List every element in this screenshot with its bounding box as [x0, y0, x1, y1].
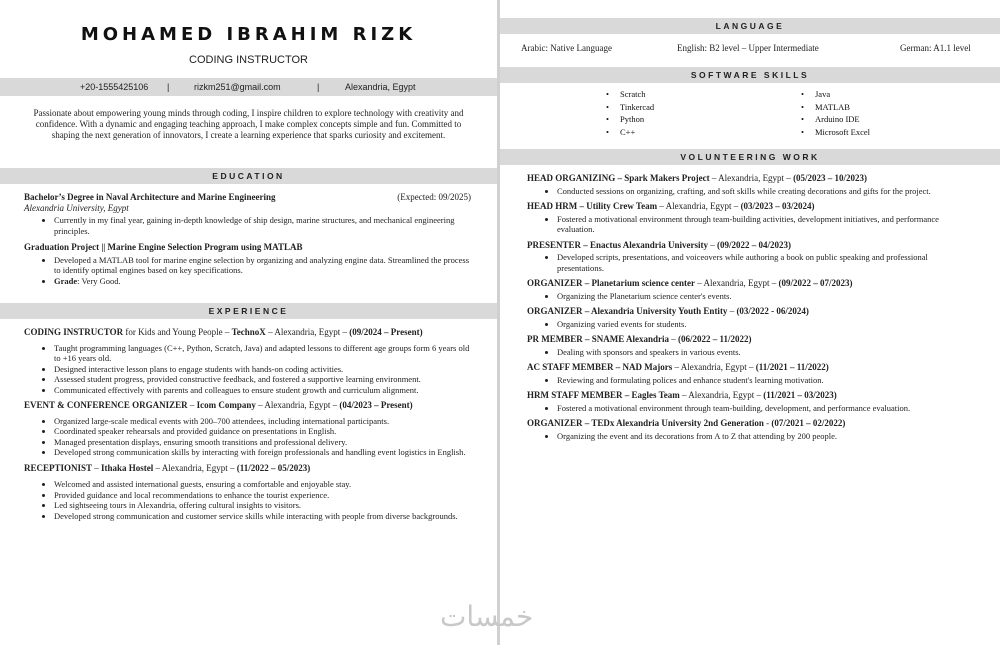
- phone-number: +20-1555425106: [80, 82, 149, 92]
- volunteer-bullets: [527, 431, 967, 442]
- list-item: • Dealing with sponsors and speakers in various events.: [557, 347, 967, 358]
- skill-item: • C++: [620, 126, 654, 139]
- list-item: • Developed strong communication skills by interacting with foreign professionals and handling event logistics in English.: [54, 447, 471, 458]
- list-item: • Taught programming languages (C++, Python, Scratch, Java) and adapted lessons to different age groups form 6 years old to +16 years old.: [54, 343, 471, 364]
- volunteer-heading: ORGANIZER – Alexandria University Youth Entity – (03/2022 - 06/2024): [527, 306, 809, 316]
- resume-page-right: [500, 0, 1000, 645]
- skills-column-1: [620, 88, 654, 138]
- job-heading: CODING INSTRUCTOR for Kids and Young People – TechnoX – Alexandria, Egypt – (09/2024 – Present): [24, 327, 423, 337]
- list-item: • Fostered a motivational environment through team-building, development, and performance evaluation.: [557, 403, 967, 414]
- list-item: • Provided guidance and local recommendations to enhance the tourist experience.: [54, 490, 471, 501]
- email-address: rizkm251@gmail.com: [194, 82, 281, 92]
- job-bullets: [24, 416, 471, 458]
- project-title: Graduation Project || Marine Engine Selection Program using MATLAB: [24, 242, 303, 252]
- education-block: [24, 192, 471, 290]
- list-item: • Developed scripts, presentations, and voiceovers while authoring a book on public speaking and professional presentations.: [557, 252, 967, 273]
- list-item: • Currently in my final year, gaining in-depth knowledge of ship design, marine structures, and mechanical engineering principles.: [54, 215, 471, 236]
- location: Alexandria, Egypt: [345, 82, 416, 92]
- volunteer-heading: ORGANIZER – Planetarium science center – Alexandria, Egypt – (09/2022 – 07/2023): [527, 278, 853, 288]
- list-item: • Designed interactive lesson plans to engage students with hands-on coding activities.: [54, 364, 471, 375]
- resume-page-left: [0, 0, 497, 645]
- skill-item: • Scratch: [620, 88, 654, 101]
- degree-title: Bachelor’s Degree in Naval Architecture and Marine Engineering: [24, 192, 276, 202]
- grade-item: • Grade: Very Good.: [54, 276, 471, 287]
- list-item: • Reviewing and formulating polices and enhance student's learning motivation.: [557, 375, 967, 386]
- education-entry: [24, 192, 471, 203]
- volunteer-bullets: [527, 347, 967, 358]
- volunteering-block: [527, 173, 967, 446]
- skill-item: • Tinkercad: [620, 101, 654, 114]
- list-item: • Conducted sessions on organizing, crafting, and soft skills while creating decorations and gifts for the project.: [557, 186, 967, 197]
- section-header-volunteering: VOLUNTEERING WORK: [500, 149, 1000, 165]
- list-item: • Welcomed and assisted international guests, ensuring a comfortable and enjoyable stay.: [54, 479, 471, 490]
- list-item: • Organizing the Planetarium science center's events.: [557, 291, 967, 302]
- section-header-language: LANGUAGE: [500, 18, 1000, 34]
- list-item: • Communicated effectively with parents and colleagues to ensure student growth and curriculum alignment.: [54, 385, 471, 396]
- list-item: • Organizing the event and its decorations from A to Z that attending by 200 people.: [557, 431, 967, 442]
- skill-item: • MATLAB: [815, 101, 870, 114]
- skill-item: • Arduino IDE: [815, 113, 870, 126]
- skills-column-2: [815, 88, 870, 138]
- volunteer-heading: HRM STAFF MEMBER – Eagles Team – Alexandria, Egypt – (11/2021 – 03/2023): [527, 390, 837, 400]
- job-heading: EVENT & CONFERENCE ORGANIZER – Icom Company – Alexandria, Egypt – (04/2023 – Present): [24, 400, 413, 410]
- volunteer-bullets: [527, 214, 967, 235]
- volunteer-bullets: [527, 375, 967, 386]
- list-item: • Managed presentation displays, ensuring smooth transitions and professional delivery.: [54, 437, 471, 448]
- degree-expected-date: (Expected: 09/2025): [397, 192, 471, 202]
- skill-item: • Python: [620, 113, 654, 126]
- language-arabic: Arabic: Native Language: [521, 43, 612, 53]
- school-name: Alexandria University, Egypt: [24, 202, 129, 213]
- list-item: • Led sightseeing tours in Alexandria, offering cultural insights to visitors.: [54, 500, 471, 511]
- language-english: English: B2 level – Upper Intermediate: [677, 43, 819, 53]
- volunteer-heading: AC STAFF MEMBER – NAD Majors – Alexandria, Egypt – (11/2021 – 11/2022): [527, 362, 829, 372]
- volunteer-heading: HEAD ORGANIZING – Spark Makers Project – Alexandria, Egypt – (05/2023 – 10/2023): [527, 173, 868, 183]
- candidate-role: CODING INSTRUCTOR: [189, 54, 308, 66]
- volunteer-bullets: [527, 291, 967, 302]
- volunteer-heading: HEAD HRM – Utility Crew Team – Alexandria, Egypt – (03/2023 – 03/2024): [527, 201, 815, 211]
- job-bullets: [24, 343, 471, 396]
- list-item: • Developed strong communication and customer service skills while interacting with people from diverse backgrounds.: [54, 511, 471, 522]
- list-item: • Fostered a motivational environment through team-building activities, development initiatives, and performance evaluation.: [557, 214, 967, 235]
- section-header-experience: EXPERIENCE: [0, 303, 497, 319]
- volunteer-heading: PR MEMBER – SNAME Alexandria – (06/2022 – 11/2022): [527, 334, 752, 344]
- list-item: • Coordinated speaker rehearsals and provided guidance on presentations in English.: [54, 426, 471, 437]
- list-item: • Assessed student progress, provided constructive feedback, and fostered a supportive learning environment.: [54, 374, 471, 385]
- list-item: • Developed a MATLAB tool for marine engine selection by organizing and analyzing engine data. Streamlined the process to identify optimal engines based on key specifications.: [54, 255, 471, 276]
- list-item: • Organized large-scale medical events with 200–700 attendees, including international participants.: [54, 416, 471, 427]
- volunteer-heading: ORGANIZER – TEDx Alexandria University 2nd Generation - (07/2021 – 02/2022): [527, 418, 846, 428]
- skill-item: • Java: [815, 88, 870, 101]
- volunteer-bullets: [527, 186, 967, 197]
- volunteer-bullets: [527, 319, 967, 330]
- volunteer-bullets: [527, 403, 967, 414]
- section-header-software-skills: SOFTWARE SKILLS: [500, 67, 1000, 83]
- candidate-name: MOHAMED IBRAHIM RIZK: [80, 24, 417, 45]
- contact-bar: [0, 78, 497, 96]
- volunteer-heading: PRESENTER – Enactus Alexandria University – (09/2022 – 04/2023): [527, 239, 792, 250]
- section-header-education: EDUCATION: [0, 168, 497, 184]
- project-bullets: [24, 255, 471, 287]
- education-bullets: [24, 215, 471, 236]
- volunteer-bullets: [527, 252, 967, 273]
- watermark-logo: خمسات: [440, 600, 534, 633]
- list-item: • Organizing varied events for students.: [557, 319, 967, 330]
- experience-block: [24, 327, 471, 525]
- job-bullets: [24, 479, 471, 521]
- job-heading: RECEPTIONIST – Ithaka Hostel – Alexandria, Egypt – (11/2022 – 05/2023): [24, 462, 311, 473]
- profile-summary: Passionate about empowering young minds through coding, I inspire children to explore technology with creativity and confidence. With a dynamic and engaging teaching approach, I make complex concepts simple and fun. Committed to shaping the next generation of innovators, I create a learning experience that sparks curiosity and excitement.: [33, 108, 464, 140]
- contact-separator: |: [317, 82, 320, 92]
- language-german: German: A1.1 level: [900, 43, 971, 53]
- contact-separator: |: [167, 82, 170, 92]
- skill-item: • Microsoft Excel: [815, 126, 870, 139]
